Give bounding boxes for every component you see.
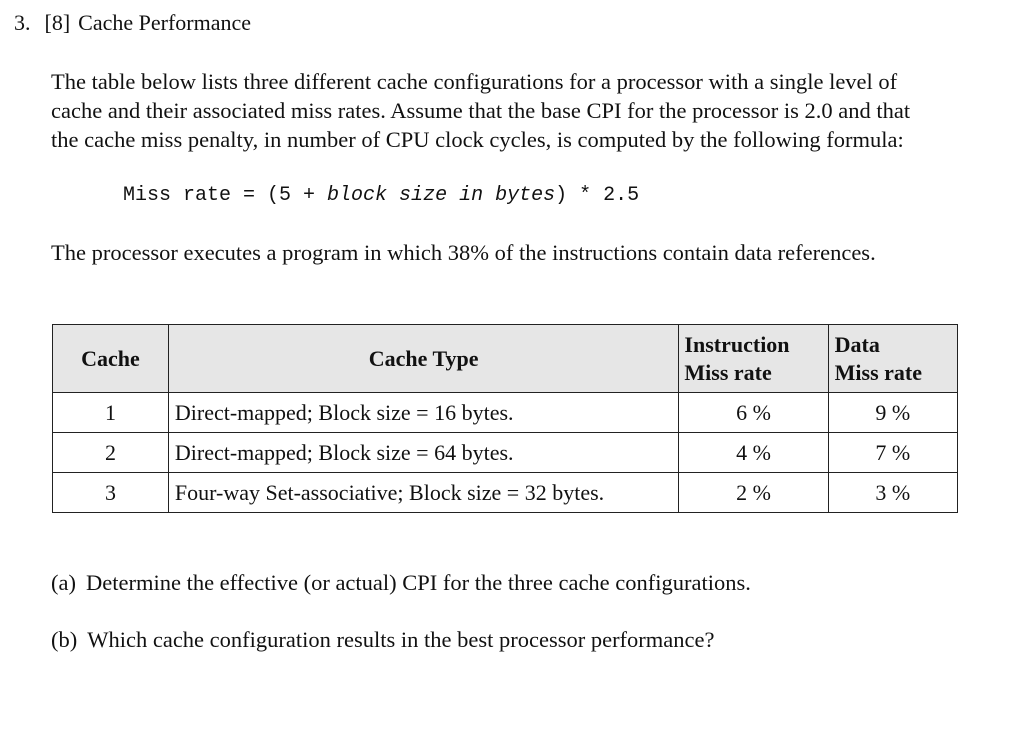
miss-penalty-formula (123, 184, 639, 207)
formula-variable: block size in bytes (327, 184, 556, 207)
question-b (51, 627, 715, 653)
intro-line: the cache miss penalty, in number of CPU clock cycles, is computed by the following formula: (51, 127, 904, 152)
problem-points: [8] (44, 10, 71, 35)
cache-config-table (52, 324, 958, 513)
question-b-label: (b) (51, 627, 78, 652)
header-cache-type: Cache Type (168, 325, 679, 393)
formula-close: ) (555, 184, 580, 207)
program-description: The processor executes a program in which 38% of the instructions contain data references. (51, 240, 876, 265)
header-imr-line1: Instruction (684, 331, 790, 357)
formula-operator: * 2.5 (579, 184, 640, 207)
header-dmr-line2: Miss rate (834, 359, 922, 385)
table-row (53, 473, 958, 513)
cell-cache: 2 (53, 433, 169, 473)
problem-number: 3. (14, 10, 31, 35)
cell-data-miss-rate: 3 % (828, 473, 957, 513)
cell-instruction-miss-rate: 2 % (679, 473, 828, 513)
question-a-label: (a) (51, 570, 76, 595)
header-cache: Cache (53, 325, 169, 393)
problem-title: Cache Performance (78, 10, 252, 35)
cell-cache-type: Direct-mapped; Block size = 64 bytes. (168, 433, 679, 473)
intro-paragraph (51, 67, 1011, 154)
table-header-row (53, 325, 958, 393)
cell-data-miss-rate: 9 % (828, 393, 957, 433)
intro-line: cache and their associated miss rates. Assume that the base CPI for the processor is 2.0 and that (51, 98, 911, 123)
table-row (53, 393, 958, 433)
problem-heading (14, 10, 251, 36)
formula-lhs: Miss rate = (123, 184, 268, 207)
header-imr-line2: Miss rate (684, 359, 772, 385)
cell-instruction-miss-rate: 6 % (679, 393, 828, 433)
intro-line: The table below lists three different cache configurations for a processor with a single level of (51, 69, 898, 94)
formula-open: (5 + (267, 184, 328, 207)
header-dmr-line1: Data (834, 331, 880, 357)
cell-data-miss-rate: 7 % (828, 433, 957, 473)
cell-cache-type: Four-way Set-associative; Block size = 32 bytes. (168, 473, 679, 513)
header-instruction-miss-rate (679, 325, 828, 393)
question-b-text: Which cache configuration results in the best processor performance? (87, 627, 715, 652)
cell-cache: 3 (53, 473, 169, 513)
question-a-text: Determine the effective (or actual) CPI for the three cache configurations. (85, 570, 751, 595)
cell-cache: 1 (53, 393, 169, 433)
cell-instruction-miss-rate: 4 % (679, 433, 828, 473)
question-a (51, 570, 751, 596)
table-row (53, 433, 958, 473)
header-data-miss-rate (828, 325, 957, 393)
cell-cache-type: Direct-mapped; Block size = 16 bytes. (168, 393, 679, 433)
